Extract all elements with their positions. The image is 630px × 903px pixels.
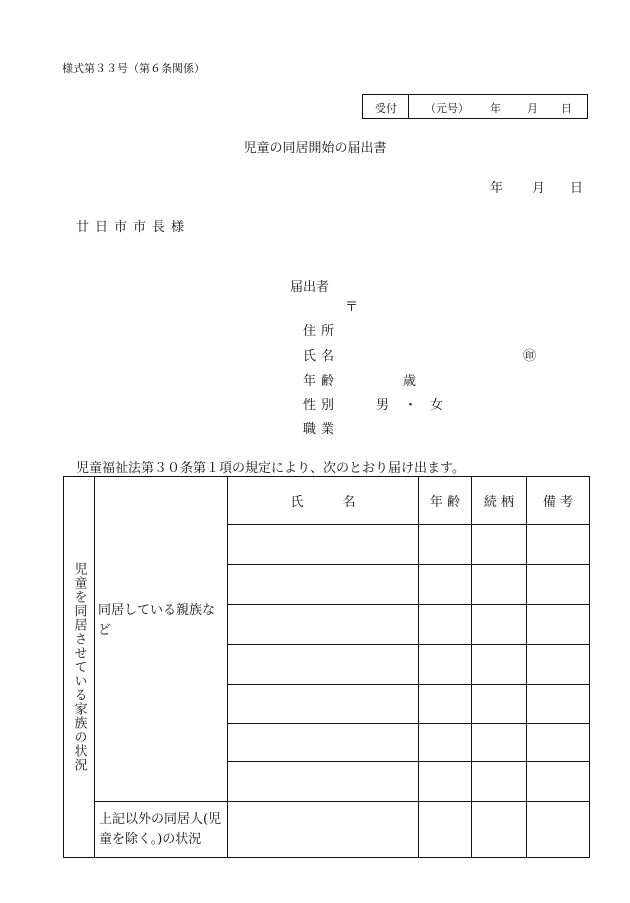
sex-female: 女: [430, 398, 444, 413]
name-cell[interactable]: [228, 685, 419, 724]
notifier-heading: 届出者: [290, 280, 330, 295]
header-age: 年 齢: [419, 477, 472, 525]
form-number: 様式第３３号（第６条関係）: [62, 62, 205, 75]
others-age-cell[interactable]: [419, 802, 472, 858]
addressee: 廿日市市長様: [76, 220, 191, 235]
remarks-cell[interactable]: [527, 525, 590, 565]
age-cell[interactable]: [419, 565, 472, 605]
header-name: 氏 名: [228, 477, 419, 525]
sex-male: 男: [376, 398, 390, 413]
date-day: 日: [570, 181, 584, 196]
age-cell[interactable]: [419, 685, 472, 724]
relation-cell[interactable]: [472, 525, 527, 565]
header-remarks: 備 考: [527, 477, 590, 525]
age-cell[interactable]: [419, 605, 472, 645]
side-label: 児童を同居させている家族の状況: [71, 562, 87, 772]
name-cell[interactable]: [228, 762, 419, 802]
remarks-cell[interactable]: [527, 605, 590, 645]
name-cell[interactable]: [228, 605, 419, 645]
side-label-cell: [64, 477, 95, 858]
postal-mark: 〒: [345, 300, 359, 315]
remarks-cell[interactable]: [527, 762, 590, 802]
age-cell[interactable]: [419, 525, 472, 565]
receipt-box: [362, 94, 588, 119]
seal-mark: ㊞: [523, 349, 537, 364]
statement-text: 児童福祉法第３０条第１項の規定により、次のとおり届け出ます。: [76, 461, 465, 476]
receipt-era: （元号）: [425, 102, 469, 115]
relation-cell[interactable]: [472, 724, 527, 762]
others-remarks-cell[interactable]: [527, 802, 590, 858]
age-cell[interactable]: [419, 724, 472, 762]
name-cell[interactable]: [228, 724, 419, 762]
others-name-cell[interactable]: [228, 802, 419, 858]
document-title: 児童の同居開始の届出書: [243, 141, 387, 156]
relation-cell[interactable]: [472, 762, 527, 802]
relation-cell[interactable]: [472, 685, 527, 724]
occupation-label: 職業: [303, 422, 340, 437]
age-cell[interactable]: [419, 645, 472, 685]
sex-label: 性別: [303, 398, 340, 413]
name-label: 氏名: [303, 349, 340, 364]
receipt-year: 年: [490, 102, 501, 115]
relation-cell[interactable]: [472, 645, 527, 685]
remarks-cell[interactable]: [527, 685, 590, 724]
date-year: 年: [490, 181, 504, 196]
others-category-label: 上記以外の同居人(児童を除く。)の状況: [95, 802, 228, 858]
age-unit: 歳: [403, 374, 417, 389]
remarks-cell[interactable]: [527, 565, 590, 605]
remarks-cell[interactable]: [527, 724, 590, 762]
age-label: 年齢: [303, 374, 340, 389]
header-relation: 続 柄: [472, 477, 527, 525]
receipt-day: 日: [561, 102, 572, 115]
receipt-label: 受付: [375, 102, 397, 115]
name-cell[interactable]: [228, 525, 419, 565]
name-cell[interactable]: [228, 645, 419, 685]
age-cell[interactable]: [419, 762, 472, 802]
relation-cell[interactable]: [472, 565, 527, 605]
relatives-category-label: 同居している親族など: [98, 603, 216, 638]
relation-cell[interactable]: [472, 605, 527, 645]
sex-separator: ・: [404, 398, 418, 413]
remarks-cell[interactable]: [527, 645, 590, 685]
date-month: 月: [532, 181, 546, 196]
others-relation-cell[interactable]: [472, 802, 527, 858]
receipt-month: 月: [527, 102, 538, 115]
name-cell[interactable]: [228, 565, 419, 605]
family-status-table: [63, 476, 590, 858]
address-label: 住所: [303, 324, 340, 339]
